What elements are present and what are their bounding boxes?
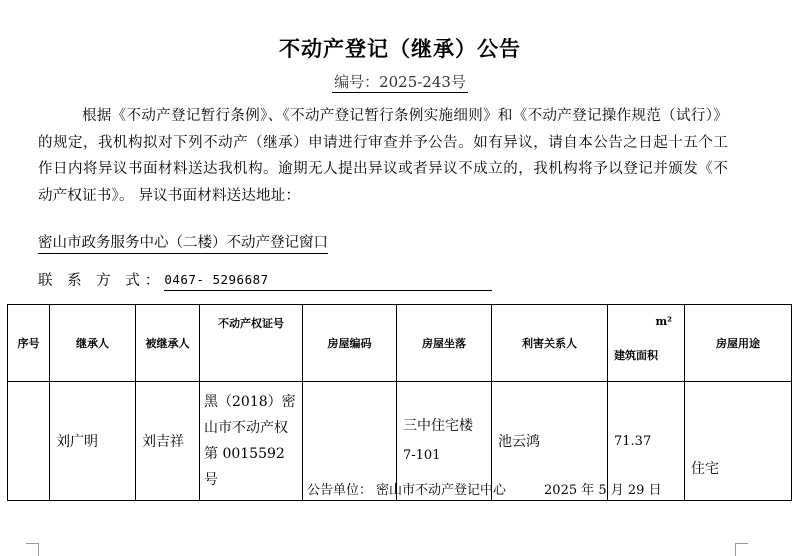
contact-label: 联 系 方 式： (38, 273, 165, 289)
cell-area: 71.37 (608, 382, 685, 501)
notice-footer (307, 479, 662, 498)
header-decedent: 被继承人 (136, 305, 200, 382)
cert-line-3: 第 0015592 号 (204, 446, 285, 488)
cell-decedent: 刘吉祥 (136, 382, 200, 501)
cell-heir: 刘广明 (50, 382, 136, 501)
header-cert-no: 不动产权证号 (200, 305, 303, 382)
header-house-code: 房屋编码 (303, 305, 397, 382)
crop-mark-bottom-left (26, 543, 39, 556)
footer-date: 2025 年 5 月 29 日 (544, 483, 662, 498)
registration-table (7, 304, 792, 501)
header-interested-party: 利害关系人 (492, 305, 608, 382)
cell-interested-party: 池云鸿 (492, 382, 608, 501)
area-unit: m² (655, 315, 672, 328)
header-heir: 继承人 (50, 305, 136, 382)
cell-usage: 住宅 (685, 382, 792, 501)
objection-address (38, 233, 328, 253)
cert-line-2: 山市不动产权 (204, 420, 288, 436)
notice-title: 不动产登记（继承）公告 (279, 37, 521, 61)
location-line-2: 7-101 (403, 448, 441, 463)
notice-body: 根据《不动产登记暂行条例》、《不动产登记暂行条例实施细则》和《不动产登记操作规范（试行）》的规定，我机构拟对下列不动产（继承）申请进行审查并予公告。如有异议，请自本公告之日起十五个工作日内将异议书面材料送达我机构。逾期无人提出异议或者异议不成立的，我机构将予以登记并颁发《不动产权证书》。 异议书面材料送达地址： (38, 108, 728, 204)
cert-line-1: 黑（2018）密 (204, 394, 296, 410)
table-header-row (8, 305, 792, 382)
objection-address-text: 密山市政务服务中心（二楼）不动产登记窗口 (38, 235, 328, 254)
area-label: 建筑面积 (614, 349, 658, 362)
header-area (608, 305, 685, 382)
footer-org-label: 公告单位： (307, 483, 373, 498)
header-location: 房屋坐落 (397, 305, 492, 382)
header-seq: 序号 (8, 305, 50, 382)
location-line-1: 三中住宅楼 (403, 418, 473, 434)
contact-info (38, 270, 492, 291)
cell-cert-no (200, 382, 303, 501)
notice-number (0, 71, 800, 92)
cell-seq (8, 382, 50, 501)
crop-mark-bottom-right (735, 543, 748, 556)
notice-number-text: 编号：2025-243号 (334, 73, 466, 91)
contact-phone: 0467- 5296687 (164, 270, 492, 291)
header-usage: 房屋用途 (685, 305, 792, 382)
footer-org: 密山市不动产登记中心 (376, 483, 507, 498)
